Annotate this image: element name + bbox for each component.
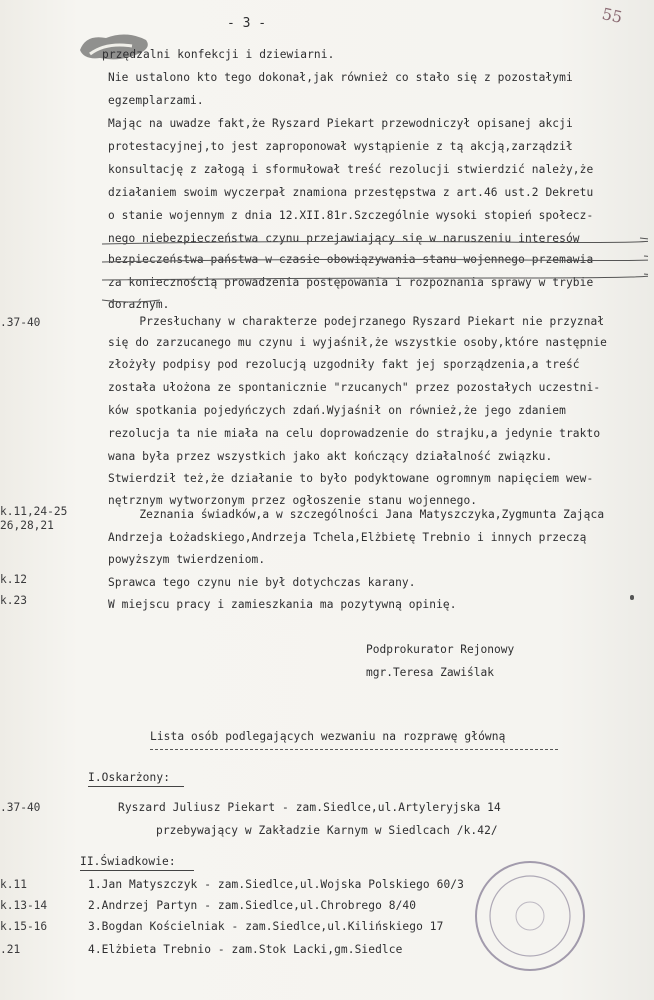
body-line: doraźnym.	[108, 298, 170, 311]
list-heading-underline	[150, 749, 558, 750]
body-line: za koniecznością prowadzenia postępowania i rozpoznania sprawy w trybie	[108, 276, 594, 289]
margin-ref: k.11,24-25 26,28,21	[0, 505, 68, 532]
body-line: konsultację z załogą i sformułował treść rezolucji stwierdzić należy,że	[108, 163, 594, 176]
witness-entry: 2.Andrzej Partyn - zam.Siedlce,ul.Chrobrego 8/40	[88, 899, 417, 912]
body-line: ków spotkania pojedyńczych zdań.Wyjaśnił on również,że jego zdaniem	[108, 404, 566, 417]
page-number: - 3 -	[227, 16, 267, 31]
body-line: Andrzeja Łożadskiego,Andrzeja Tchela,Elżbietę Trebnio i innych przeczą	[108, 531, 587, 544]
margin-ref: k.13-14	[0, 899, 48, 912]
body-line: działaniem swoim wyczerpał znamiona przestępstwa z art.46 ust.2 Dekretu	[108, 186, 594, 199]
witness-entry: 4.Elżbieta Trebnio - zam.Stok Lacki,gm.Siedlce	[88, 943, 403, 956]
body-line: nętrznym wytworzonym przez ogłoszenie stanu wojennego.	[108, 494, 478, 507]
accused-line: Ryszard Juliusz Piekart - zam.Siedlce,ul.Artyleryjska 14	[118, 801, 501, 814]
signature-name: mgr.Teresa Zawiślak	[366, 666, 494, 679]
body-line: nego niebezpieczeństwa czynu przejawiający się w naruszeniu interesów	[108, 232, 580, 245]
margin-ref: k.12	[0, 573, 27, 586]
body-line: Zeznania świadków,a w szczególności Jana Matyszczyka,Zygmunta Zająca	[112, 508, 605, 521]
body-line: bezpieczeństwa państwa w czasie obowiązywania stanu wojennego przemawia	[108, 253, 594, 266]
witnesses-heading-underline	[80, 870, 194, 871]
body-line: się do zarzucanego mu czynu i wyjaśnił,że wszystkie osoby,które następnie	[108, 336, 607, 349]
body-line: Mając na uwadze fakt,że Ryszard Piekart przewodniczył opisanej akcji	[108, 117, 573, 130]
body-line: egzemplarzami.	[108, 94, 204, 107]
body-line: złożyły podpisy pod rezolucją uzgodniły fakt jej sporządzenia,a treść	[108, 358, 580, 371]
margin-ref: k.15-16	[0, 920, 48, 933]
official-stamp	[470, 856, 590, 976]
body-line: Sprawca tego czynu nie był dotychczas karany.	[108, 576, 416, 589]
margin-ref: .37-40	[0, 801, 41, 814]
body-line: W miejscu pracy i zamieszkania ma pozytywną opinię.	[108, 598, 457, 611]
body-line: powyższym twierdzeniom.	[108, 553, 266, 566]
list-heading: Lista osób podlegających wezwaniu na rozprawę główną	[150, 730, 506, 743]
margin-ref: .37-40	[0, 316, 41, 329]
margin-ref: k.11	[0, 878, 27, 891]
ink-dot	[630, 595, 634, 600]
body-line: Stwierdził też,że działanie to było podyktowane ogromnym napięciem wew-	[108, 472, 594, 485]
accused-heading-underline	[88, 786, 184, 787]
pencil-underlines	[100, 228, 648, 308]
body-line: została ułożona ze spontanicznie "rzucanych" przez pozostałych uczestni-	[108, 381, 601, 394]
witness-entry: 3.Bogdan Kościelniak - zam.Siedlce,ul.Kilińskiego 17	[88, 920, 444, 933]
body-line: o stanie wojennym z dnia 12.XII.81r.Szczególnie wysoki stopień społecz-	[108, 209, 594, 222]
body-line: wana była przez wszystkich jako akt kończący działalność związku.	[108, 450, 553, 463]
accused-heading: I.Oskarżony:	[88, 771, 171, 784]
margin-ref: k.23	[0, 594, 27, 607]
witnesses-heading: II.Świadkowie:	[80, 855, 176, 868]
accused-line: przebywający w Zakładzie Karnym w Siedlcach /k.42/	[156, 824, 498, 837]
signature-title: Podprokurator Rejonowy	[366, 643, 515, 656]
body-line: Nie ustalono kto tego dokonał,jak również co stało się z pozostałymi	[108, 71, 573, 84]
body-line: przędzalni konfekcji i dziewiarni.	[102, 48, 335, 61]
body-line: Przesłuchany w charakterze podejrzanego Ryszard Piekart nie przyznał	[112, 315, 605, 328]
body-line: rezolucja ta nie miała na celu doprowadzenie do strajku,a jedynie trakto	[108, 427, 601, 440]
body-line: protestacyjnej,to jest zaproponował wystąpienie z tą akcją,zarządził	[108, 140, 573, 153]
witness-entry: 1.Jan Matyszczyk - zam.Siedlce,ul.Wojska Polskiego 60/3	[88, 878, 464, 891]
corner-mark: 55	[600, 4, 625, 27]
margin-ref: .21	[0, 943, 21, 956]
